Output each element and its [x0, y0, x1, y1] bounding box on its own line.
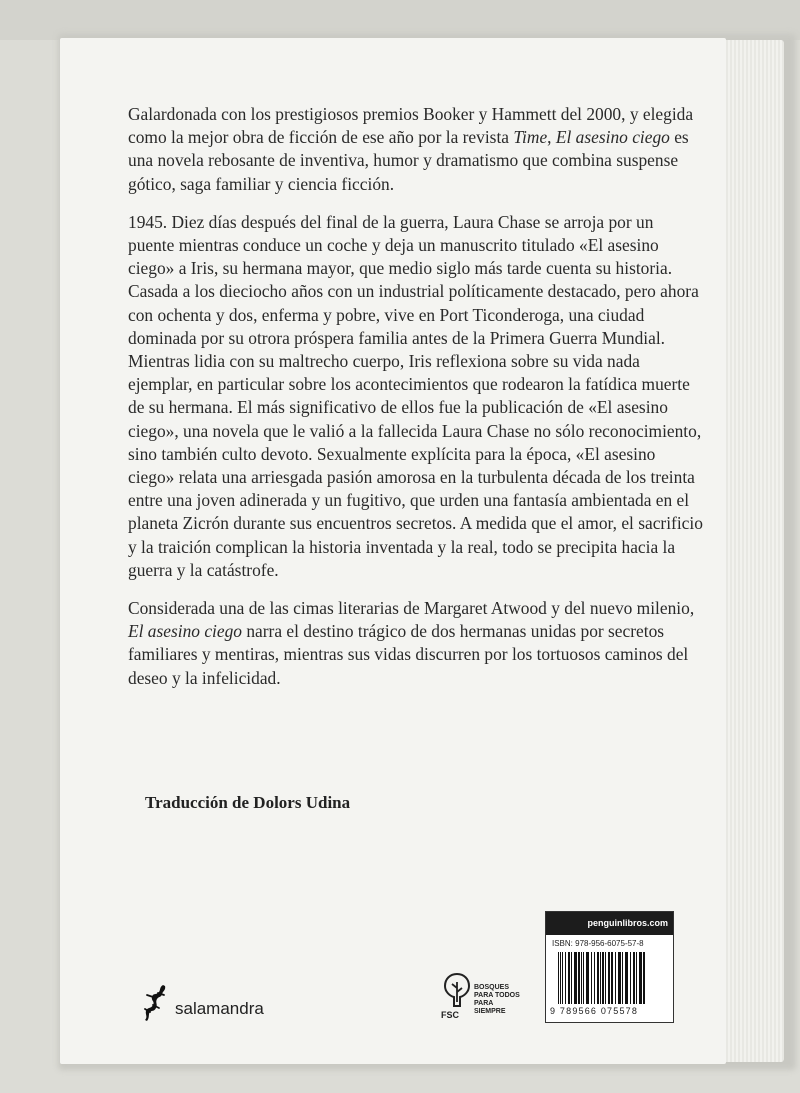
- fsc-line-3: PARA SIEMPRE: [474, 1000, 506, 1015]
- barcode-bar: [586, 952, 589, 1004]
- blurb-p1-text-b: es una novela rebosante de inventiva, humor y dramatismo que combina suspense gótico, saga familiar y ciencia ficción.: [128, 127, 689, 194]
- barcode-bar: [594, 952, 595, 1004]
- barcode-bar: [643, 952, 645, 1004]
- barcode-bar: [578, 952, 580, 1004]
- barcode-bar: [605, 952, 606, 1004]
- title-time: Time: [513, 127, 548, 148]
- barcode-bar: [568, 952, 570, 1004]
- fsc-label: FSC: [441, 1010, 459, 1020]
- barcode-bar: [574, 952, 577, 1004]
- translator-credit: Traducción de Dolors Udina: [145, 793, 351, 812]
- isbn-number: ISBN: 978-956-6075-57-8: [552, 939, 644, 948]
- isbn-box: [545, 911, 674, 1023]
- barcode-bar: [581, 952, 582, 1004]
- barcode-bar: [625, 952, 628, 1004]
- barcode-bar: [639, 952, 642, 1004]
- fsc-slogan: [474, 984, 520, 1016]
- barcode-bar: [636, 952, 637, 1004]
- title-book-2: El asesino ciego: [128, 621, 242, 642]
- barcode: [558, 952, 664, 1004]
- barcode-bar: [583, 952, 584, 1004]
- barcode-bar: [565, 952, 566, 1004]
- barcode-bar: [571, 952, 572, 1004]
- fsc-line-2: PARA TODOS: [474, 992, 520, 999]
- blurb-p1-sep: ,: [547, 127, 556, 148]
- barcode-bar: [602, 952, 604, 1004]
- blurb-paragraph-3: [128, 597, 703, 690]
- barcode-bar: [615, 952, 616, 1004]
- barcode-bar: [633, 952, 635, 1004]
- salamander-icon: [141, 983, 173, 1023]
- barcode-bar: [591, 952, 592, 1004]
- barcode-bar: [608, 952, 610, 1004]
- barcode-bar: [630, 952, 631, 1004]
- publisher-logo: [141, 983, 264, 1023]
- blurb-paragraph-1: [128, 103, 703, 196]
- blurb-paragraph-2: 1945. Diez días después del final de la guerra, Laura Chase se arroja por un puente mientras conduce un coche y deja un manuscrito titulado «El asesino ciego» a Iris, su hermana mayor, que medio siglo más tarde cuenta su historia. Casada a los dieciocho años con un industrial políticamente destacado, pero ahora con ochenta y dos, enferma y pobre, vive en Port Ticonderoga, una ciudad dominada por su otrora próspera familia antes de la Primera Guerra Mundial. Mientras lidia con su maltrecho cuerpo, Iris reflexiona sobre su vida nada ejemplar, en particular sobre los acontecimientos que rodearon la fatídica muerte de su hermana. El más significativo de ellos fue la publicación de «El asesino ciego», una novela que le valió a la fallecida Laura Chase no sólo reconocimiento, sino también culto devoto. Sexualmente explícita para la época, «El asesino ciego» relata una arriesgada pasión amorosa en la turbulenta década de los treinta entre una joven adinerada y un fugitivo, que urden una fantasía ambientada en el planeta Zicrón durante sus encuentros secretos. A medida que el amor, el sacrificio y la traición complican la historia inventada y la real, todo se precipita hacia la guerra y la catástrofe.: [128, 211, 703, 580]
- blurb-p1-text-a: Galardonada con los prestigiosos premios Booker y Hammett del 2000, y elegida como la mejor obra de ficción de ese año por la revista: [128, 104, 694, 148]
- fsc-line-1: BOSQUES: [474, 984, 510, 991]
- blurb-p3-text-b: narra el destino trágico de dos hermanas unidas por secretos familiares y mentiras, mientras sus vidas discurren por los tortuosos caminos del deseo y la infelicidad.: [128, 621, 689, 688]
- barcode-bar: [562, 952, 563, 1004]
- blurb-text: [128, 103, 703, 705]
- barcode-bar: [622, 952, 623, 1004]
- fsc-logo: [440, 972, 520, 1027]
- tree-icon: [442, 972, 472, 1008]
- title-book: El asesino ciego: [555, 127, 670, 148]
- barcode-bar: [597, 952, 599, 1004]
- barcode-digits: 9 789566 075578: [550, 1006, 639, 1016]
- barcode-bar: [611, 952, 613, 1004]
- barcode-bar: [600, 952, 601, 1004]
- website-label: penguinlibros.com: [546, 912, 673, 935]
- blurb-p3-text-a: Considerada una de las cimas literarias de Margaret Atwood y del nuevo milenio,: [128, 598, 695, 619]
- barcode-bar: [558, 952, 559, 1004]
- publisher-name: salamandra: [175, 999, 264, 1018]
- barcode-bar: [560, 952, 561, 1004]
- barcode-bar: [618, 952, 621, 1004]
